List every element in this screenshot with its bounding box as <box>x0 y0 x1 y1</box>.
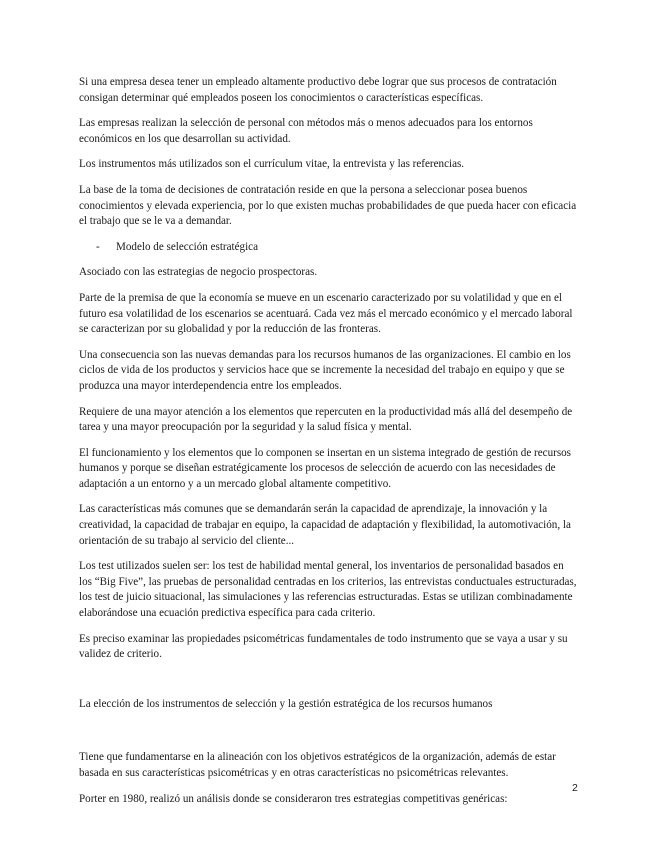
paragraph: El funcionamiento y los elementos que lo componen se insertan en un sistema integrado de gestión de recursos humanos y porque se diseñan estratégicamente los procesos de selección de acuerdo con las necesidades de adaptación a un entorno y a un mercado global altamente competitivo. <box>79 446 572 490</box>
paragraph: Los instrumentos más utilizados son el currículum vitae, la entrevista y las referencias. <box>79 158 465 171</box>
paragraph-tests: Los test utilizados suelen ser: los test de habilidad mental general, los inventarios de personalidad basados en los “Big Five”, las pruebas de personalidad centradas en los criterios, las entrevistas conductuales estructuradas, los test de juicio situacional, las simulaciones y las referencias estructuradas. Estas se utilizan combinadamente elaborándose una ecuación predictiva específica para cada criterio. <box>79 560 577 620</box>
page-number: 2 <box>572 782 578 794</box>
text-run: Las características más comunes que se demandarán serán la capacidad de aprendizaje, la innovación y la creatividad, la capacidad de trabajar en equipo, la capacidad de adaptación y flexibilidad, la automotivación, la orientación de su trabajo al <box>79 503 571 547</box>
paragraph-propiedades: Es preciso examinar las propiedades psicométricas fundamentales de todo instrumento que se vaya a usar y su validez de criterio. <box>79 632 568 661</box>
paragraph: Una consecuencia son las nuevas demandas para los recursos humanos de las organizaciones. El cambio en los ciclos de vida de los productos y servicios hace que se incremente la necesidad del trabajo en equipo y que se produzca una mayor interdependencia entre los empleados. <box>79 348 571 392</box>
bullet-item <box>79 240 579 256</box>
document-body <box>79 75 579 817</box>
paragraph-caracteristicas <box>79 502 579 549</box>
paragraph-porter: Porter en 1980, realizó un análisis donde se consideraron tres estrategias competitivas genéricas: <box>79 792 508 805</box>
paragraph: Las empresas realizan la selección de personal con métodos más o menos adecuados para los entornos económicos en los que desarrollan su actividad. <box>79 117 533 145</box>
paragraph-alineacion: Tiene que fundamentarse en la alineación con los objetivos estratégicos de la organización, además de estar basada en sus características psicométricas y en otras características no psicométricas relevantes. <box>79 751 556 779</box>
paragraph: Si una empresa desea tener un empleado altamente productivo debe lograr que sus procesos de contratación consigan determinar qué empleados poseen los conocimientos o características específicas. <box>79 76 557 104</box>
paragraph: Asociado con las estrategias de negocio prospectoras. <box>79 266 318 279</box>
paragraph: Parte de la premisa de que la economía se mueve en un escenario caracterizado por su volatilidad y que en el futuro esa volatilidad de los escenarios se acentuará. Cada vez más el mercado económico y el mercado laboral se caracterizan por su globalidad y por la reducción de las fronteras. <box>79 291 573 336</box>
spacer <box>79 673 579 697</box>
spacer <box>79 722 579 750</box>
bullet-text: Modelo de selección estratégica <box>116 240 258 253</box>
text-run: ... <box>285 534 295 547</box>
paragraph: Requiere de una mayor atención a los elementos que repercuten en la productividad más allá del desempeño de tarea y una mayor preocupación por la seguridad y la salud física y mental. <box>79 405 573 434</box>
section-heading: La elección de los instrumentos de selección y la gestión estratégica de los recursos humanos <box>79 697 493 710</box>
servicio-cliente-link[interactable]: servicio del cliente <box>201 534 286 547</box>
paragraph: La base de la toma de decisiones de contratación reside en que la persona a seleccionar posea buenos conocimientos y elevada experiencia, por lo que existen muchas probabilidades de que pueda hacer con eficacia el trabajo que se le va a demandar. <box>79 183 577 228</box>
bullet-dash: - <box>96 240 100 253</box>
